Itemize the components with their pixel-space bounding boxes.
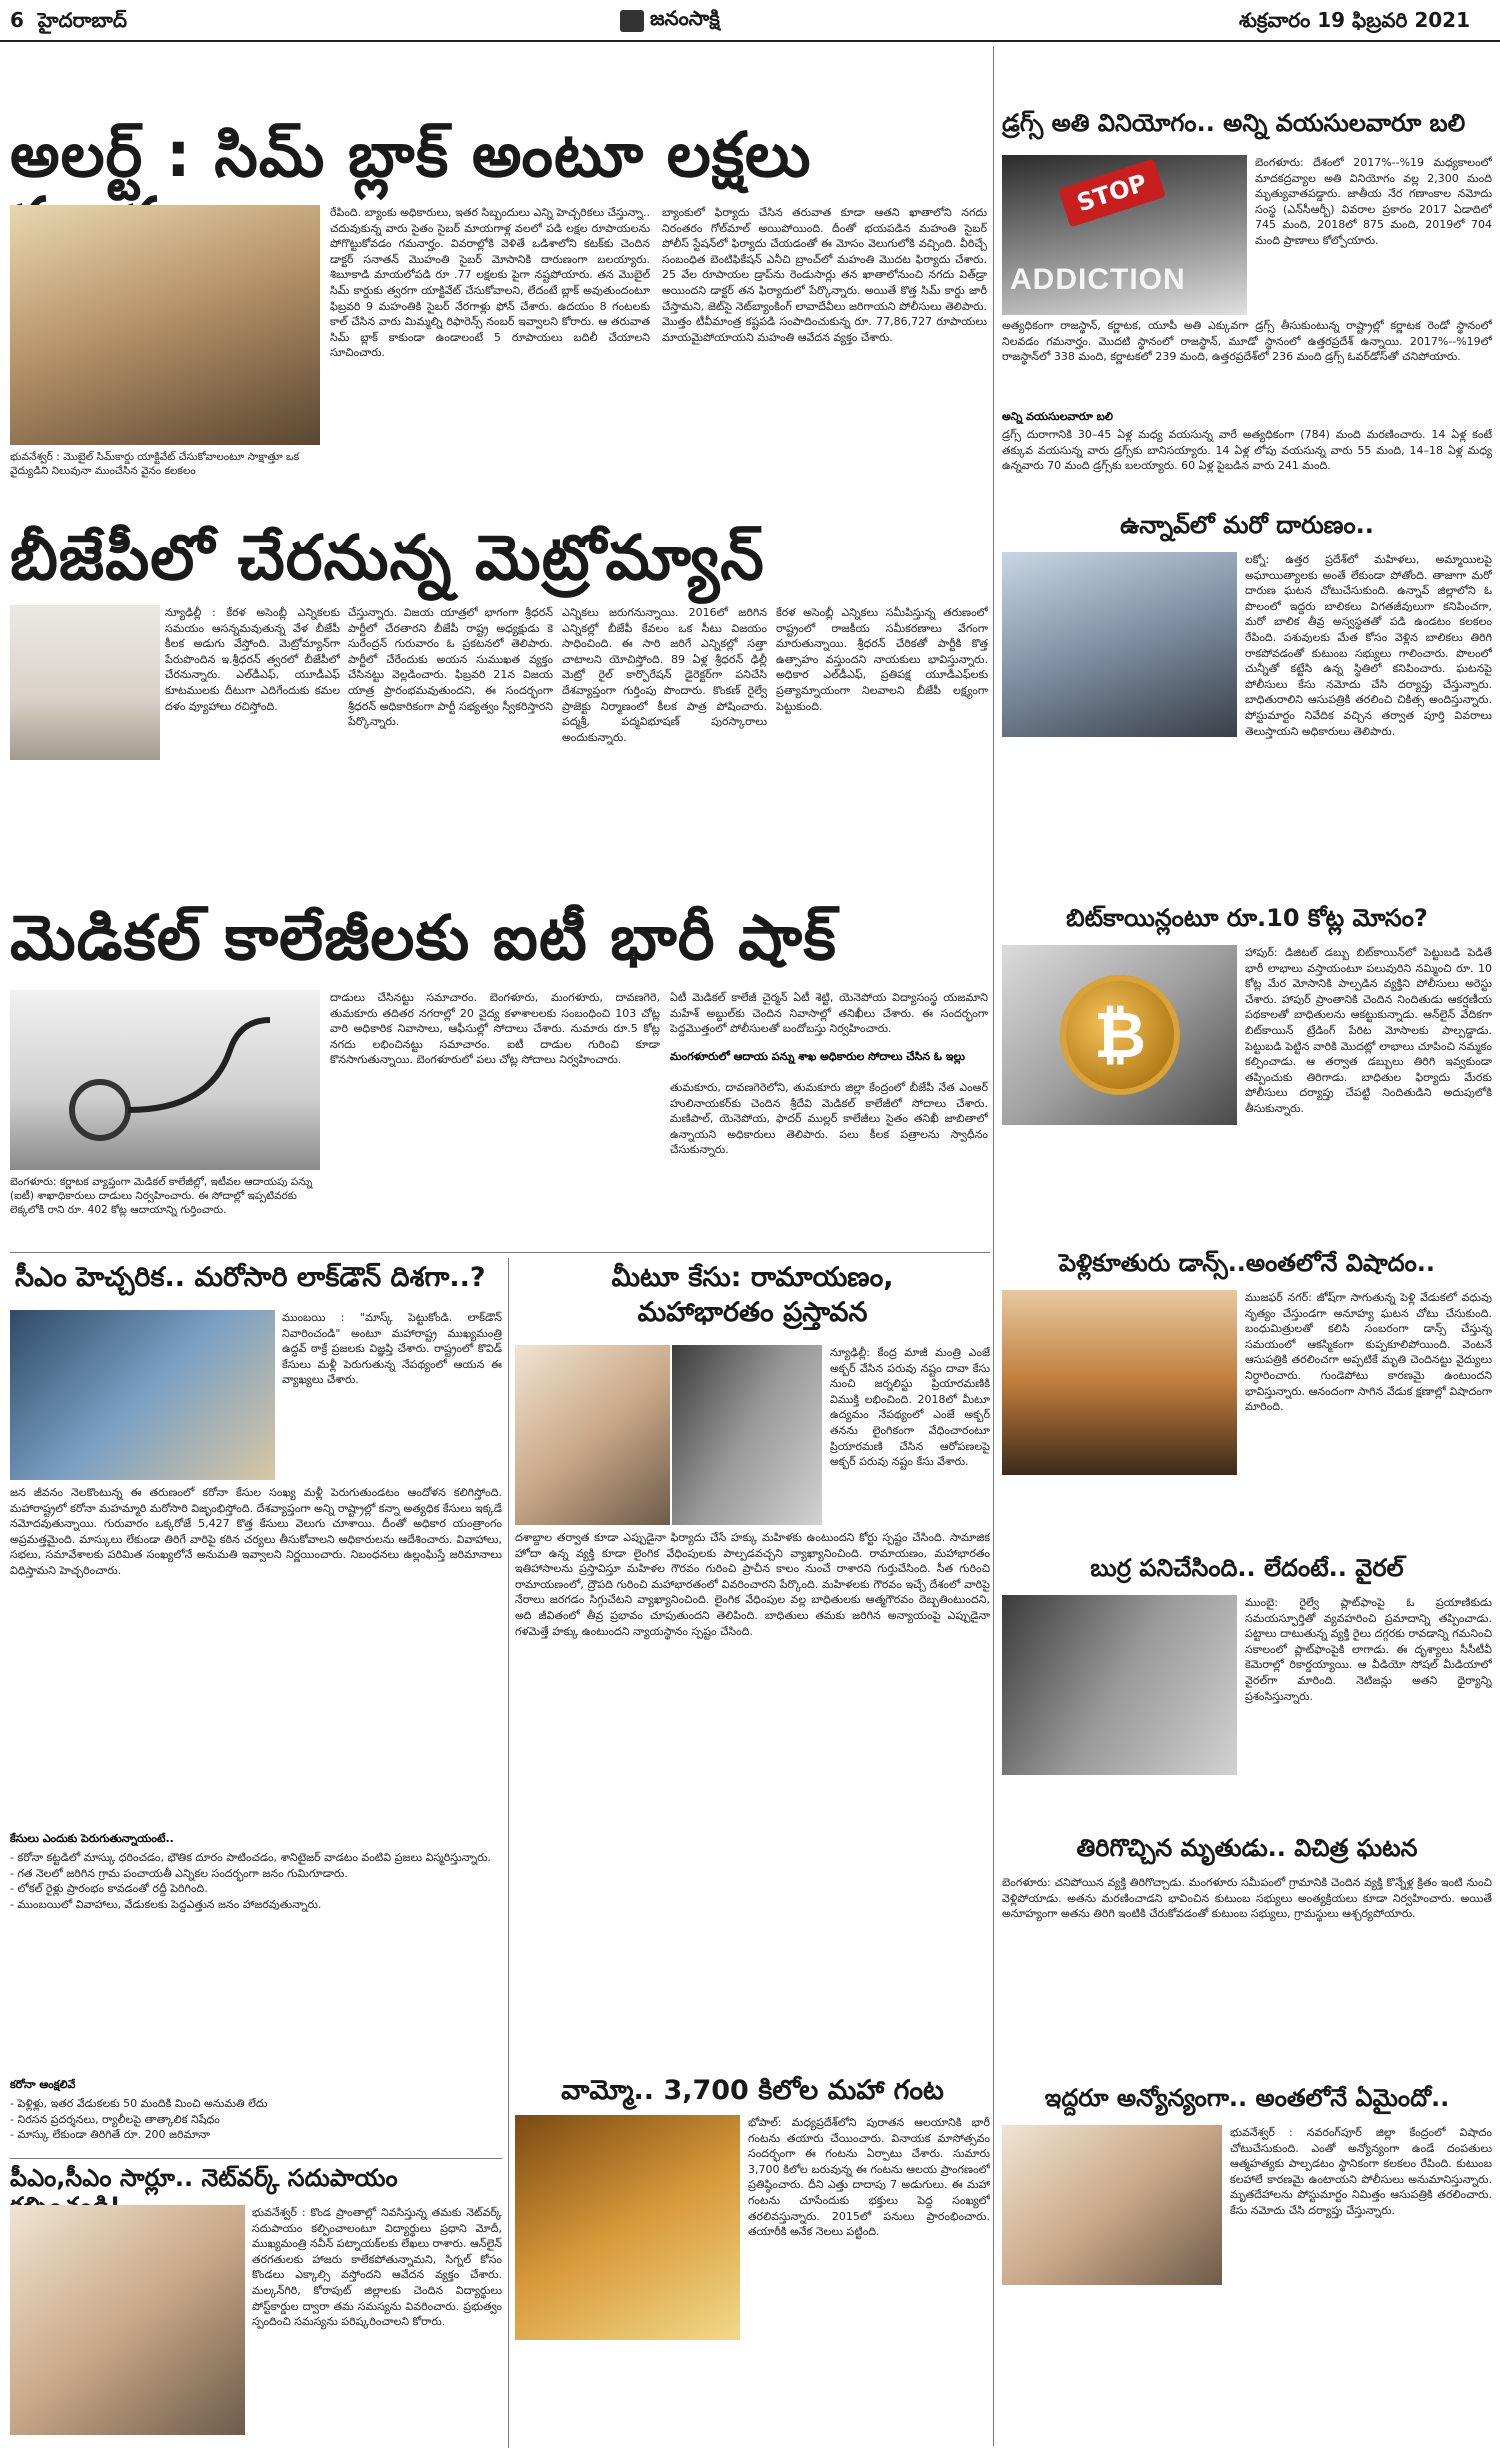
edition-name: హైదరాబాద్ [37,8,127,32]
network-headline: పీఎం,సీఎం సార్లూ.. నెట్‌వర్క్ సదుపాయం [10,2164,398,2192]
medical-headline: మెడికల్ కాలేజీలకు ఐటీ భారీ షాక్ [10,901,837,974]
bell-photo [515,2115,740,2340]
paper-name: జనంసాక్షి [650,6,720,30]
section-divider-2 [10,2158,502,2159]
sim-headline: అలర్ట్ : సిమ్ బ్లాక్ అంటూ లక్షలు [10,118,812,191]
column-separator [993,46,994,2446]
mumbai-subhead-1: కేసులు ఎందుకు పెరుగుతున్నాయంటే.. [10,1832,174,1845]
doctor-photo [10,205,320,445]
column-separator-inner [508,1258,509,2448]
masthead-date: శుక్రవారం 19 ఫిబ్రవరి 2021 [1238,8,1470,32]
viral-body: ముంబై: రైల్వే ప్లాట్‌ఫాంపై ఓ ప్రయాణికుడు సమయస్ఫూర్తితో వ్యవహరించి ప్రమాదాన్ని తప్పించాడు. పట్టాలు దాటుతున్న వ్యక్తి రైలు దగ్గరకు రావడాన్ని గమనించి సకాలంలో ప్లాట్‌ఫాంపైకి లాగాడు. ఈ దృశ్యాలు సీసీటీవీ కెమెరాల్లో రికార్డయ్యాయి. ఆ వీడియో సోషల్ మీడియాలో వైరల్‌గా మారింది. నెటిజన్లు అతని ధైర్యాన్ని ప్రశంసిస్తున్నారు. [1245,1596,1492,1703]
stethoscope-icon [10,990,320,1170]
sim-body-col1: రేపింది. బ్యాంకు అధికారులు, ఇతర సిబ్బందులు ఎన్ని హెచ్చరికలు చేస్తున్నా.. చదువుకున్న వారు సైతం సైబర్ మాయగాళ్ల వలలో పడి లక్షల రూపాయలను పోగొట్టుకోవడం గమనార్హం. వివరాల్లోకి వెళితే ఒడిశాలోని కటక్‌కు చెందిన డాక్టర్ సనాతన్ మొహంతి సైబర్ మోసానికి దారుణంగా బలయ్యారు. శిబూకాడి మాయలోపడి రూ .77 లక్షలకు పైగా నష్టపోయారు. తన మొబైల్ సిమ్ కార్డుకు త్వరగా యాక్టివేట్ చేసుకోవాలని, లేదంటే బ్లాక్ అవుతుందంటూ ఫిబ్రవరి 9 మహంతికి సైబర్ నేరగాళ్లు ఫోన్ చేశారు. ఉదయం 8 గంటలకు కాల్ చేసిన వారు మిమ్మల్ని రిఫారెన్స్ నంబర్ ఇవ్వాలని కోరారు. ఆ తరువాత సిమ్ బ్లాక్ కాకుండా ఉండాలంటే 5 రూపాయలు బదిలీ చేయాలని సూచించారు. [330,206,650,360]
priya-ramani-photo [515,1345,670,1525]
section-divider [10,1252,990,1253]
masthead-logo [620,6,720,35]
medical-body-col1: దాడులు చేసినట్టు సమాచారం. బెంగళూరు, మంగళూరు, దావణగెరె, తుమకూరు తదితర నగరాల్లో 20 వైద్య కళాశాలలకు సంబంధించి 103 చోట్ల వారి అధికారిక నివాసాలు, ఆఫీసుల్లో సోదాలు చేశారు. నుమారు రూ.5 కోట్ల నగదు లభించినట్టు సమాచారం. ఐటీ దాడుల గురించి కూడా కొనసాగుతున్నాయి. బెంగళూరులో పలు చోట్ల సోదాలు నిర్వహించారు. [330,991,660,1067]
medical-subhead: మంగళూరులో ఆదాయ పన్ను శాఖ అధికారుల సోదాలు చేసిన ఓ ఇల్లు [670,1050,965,1063]
mumbai-headline: సీఎం హెచ్చరిక.. మరోసారి లాక్‌డౌన్ దిశగా..? [15,1262,486,1293]
newspaper-logo-icon [620,10,644,32]
medical-body-col2b: తుమకూరు, దావణగెరెలోని, తుమకూరు జిల్లా కేంద్రంలో బీజేపీ నేత ఎంఆర్ హులినాయకర్‌కు చెందిన శ్రీదేవి మెడికల్ కాలేజీలో సోదాలు చేశారు. మణిపాల్, యెనెపోయ, ఫాదర్ ముల్లర్ కాలేజీలు సైతం తనిఖీ జాబితాలో ఉన్నాయని అధికారులు తెలిపారు. పలు కీలక పత్రాలను స్వాధీనం చేసుకున్నారు. [670,1081,988,1157]
stop-badge: STOP [1058,159,1165,228]
bitcoin-photo [1002,945,1237,1125]
drugs-body-sub: డ్రగ్స్ దురాగానికి 30–45 ఏళ్ల మధ్య వయసున్న వారే అత్యధికంగా (784) మంది మరణించారు. 14 ఏళ్ల కంటే తక్కువ వయసున్న వారు డ్రగ్స్‌కు బానిసయ్యారు. 14 ఏళ్ల లోపు వయసున్న వారు 55 మంది, 14–18 ఏళ్ల మధ్య ఉన్నవారు 70 మంది డ్రగ్స్‌కు బలయ్యారు. 60 ఏళ్ల పైబడిన వారు 241 మంది. [1002,428,1492,473]
metoo-body-main: దశాబ్దాల తర్వాత కూడా ఎప్పుడైనా ఫిర్యాదు చేసే హక్కు మహిళకు ఉంటుందని కోర్టు స్పష్టం చేసింది. సామాజిక హోదా ఉన్న వ్యక్తి కూడా లైంగిక వేధింపులకు పాల్పడవచ్చని వ్యాఖ్యానించింది. రామాయణం, మహాభారతం ఇతిహాసాలను ప్రస్తావిస్తూ మహిళల గౌరవం గురించి ప్రాచీన కాలం నుంచే రాశారని గుర్తుచేసింది. సీత గురించి రామాయణంలో, ద్రౌపది గురించి మహాభారతంలో వివరించారని పేర్కొంది. మహిళలకు గౌరవం ఇచ్చే దేశంలో వారిపై నేరాలు జరగడం సిగ్గుచేటని వ్యాఖ్యానించింది. లైంగిక వేధింపుల వల్ల బాధితులకు ఆత్మగౌరవం దెబ్బతింటుందని, అది జీవితంలో తీవ్ర ప్రభావం చూపుతుందని తెలిపింది. బాధితులు తమకు జరిగిన అన్యాయంపై ఎప్పుడైనా గళమెత్తే హక్కు ఉంటుందని న్యాయస్థానం స్పష్టం చేసింది. [515,1531,990,1638]
sreedharan-photo [10,605,160,760]
viral-headline: బుర్ర పనిచేసింది.. లేదంటే.. వైరల్ [1090,1554,1404,1582]
stethoscope-photo [10,990,320,1170]
metoo-headline-1: మీటూ కేసు: రామాయణం, [611,1262,894,1293]
masthead-rule [0,40,1500,42]
unnao-headline: ఉన్నావ్‌లో మరో దారుణం.. [1120,511,1374,539]
bell-headline: వామ్మో.. 3,700 కిలోల మహా గంట [561,2075,944,2106]
bell-body: భోపాల్: మధ్యప్రదేశ్‌లోని పురాతన ఆలయానికి భారీ గంటను తయారు చేయించారు. వినాయక మాసోత్సవం సందర్భంగా ఈ గంటను ఏర్పాటు చేశారు. సుమారు 3,700 కిలోల బరువున్న ఈ గంటను ఆలయ ప్రాంగణంలో ప్రతిష్ఠించారు. దీని ఎత్తు దాదాపు 7 అడుగులు. ఈ మహా గంటను చూసేందుకు భక్తులు పెద్ద సంఖ్యలో తరలివస్తున్నారు. 2015లో పనులు ప్రారంభించారు. తయారీకి అనేక నెలలు పట్టింది. [748,2116,990,2239]
page-number-edition [10,8,127,37]
metroman-body-col1: న్యూఢిల్లీ : కేరళ అసెంబ్లీ ఎన్నికలకు సమయం ఆసన్నమవుతున్న వేళ బీజేపీ కీలక అడుగు వేస్తోంది. మెట్రోమ్యాన్‌గా పేరుపొందిన ఇ.శ్రీధరన్ త్వరలో బీజేపీలో చేరనున్నారు. ఎల్‌డీఎఫ్, యూడీఎఫ్ కూటములకు దీటుగా ఎదిగేందుకు కమల దళం వ్యూహాలు రచిస్తోంది. [165,606,340,713]
bitcoin-headline: బిట్‌కాయిన్లంటూ రూ.10 కోట్ల మోసం? [1066,904,1428,932]
metroman-headline: బీజేపీలో చేరనున్న మెట్రోమ్యాన్ [10,521,765,594]
mj-akbar-photo [672,1345,822,1525]
drugs-body-main: అత్యధికంగా రాజస్థాన్, కర్ణాటక, యూపీ అతి ఎక్కువగా డ్రగ్స్ తీసుకుంటున్న రాష్ట్రాల్లో కర్ణాటక రెండో స్థానంలో నిలవడం గమనార్హం. మొదటి స్థానంలో రాజస్థాన్, మూడో స్థానంలో ఉత్తరప్రదేశ్ ఉన్నాయి. 2017%--%19లో రాజస్థాన్‌లో 338 మంది, కర్ణాటకలో 239 మంది, ఉత్తరప్రదేశ్‌లో 236 మంది డ్రగ్స్ ఓవర్‌డోస్‌తో చనిపోయారు. [1002,319,1492,364]
drugs-subhead: అన్ని వయసులవారూ బలి [1002,410,1113,423]
mumbai-body-top: ముంబయి : "మాస్క్ పెట్టుకోండి. లాక్‌డౌన్ నివారించండి" అంటూ మహారాష్ట్ర ముఖ్యమంత్రి ఉద్ధవ్ ఠాక్రే ప్రజలకు విజ్ఞప్తి చేశారు. రాష్ట్రంలో కొవిడ్ కేసులు మళ్లీ పెరుగుతున్న నేపథ్యంలో ఆయన ఈ వ్యాఖ్యలు చేశారు. [282,1311,502,1387]
bride-headline: పెళ్లికూతురు డాన్స్..అంతలోనే విషాదం.. [1058,1249,1436,1277]
twins-headline: ఇద్దరూ అన్యోన్యంగా.. అంతలోనే ఏమైందో.. [1044,2084,1450,2112]
metoo-headline-2: మహాభారతం ప్రస్తావన [637,1297,868,1328]
page-number: 6 [10,8,24,32]
sim-photo-caption: భువనేశ్వర్ : మొబైల్ సిమ్‌కార్డు యాక్టివేట్ చేసుకోవాలంటూ సాక్షాత్తూ ఒక వైద్యుడిని నిలువునా ముంచేసిన వైనం కలకలం [10,451,300,478]
drugs-headline: డ్రగ్స్ అతి వినియోగం.. అన్ని వయసులవారూ బలి [1002,109,1466,137]
metroman-body-col2: చేస్తున్నారు. విజయ యాత్రలో భాగంగా శ్రీధరన్ పార్టీలో చేరతారని బీజేపీ రాష్ట్ర అధ్యక్షుడు కె సురేంద్రన్ గురువారం ఓ ప్రకటనలో తెలిపారు. పార్టీలో చేరేందుకు అయన సుముఖత వ్యక్తం చేసినట్టు వెల్లడించారు. ఫిబ్రవరి 21న విజయ యాత్ర ప్రారంభమవుతుందని, ఈ సందర్భంగా శ్రీధరన్ అధికారికంగా పార్టీ సభ్యత్వం స్వీకరిస్తారని పేర్కొన్నారు. [348,606,553,729]
bride-photo [1002,1290,1237,1475]
corpse-headline: తిరిగొచ్చిన మృతుడు.. విచిత్ర ఘటన [1076,1834,1418,1862]
twins-body: భువనేశ్వర్ : నవరంగ్‌పూర్ జిల్లా కేంద్రంలో విషాదం చోటుచేసుకుంది. ఎంతో అన్యోన్యంగా ఉండే దంపతులు ఆత్మహత్యకు పాల్పడటం స్థానికంగా కలకలం రేపింది. కుటుంబ కలహాలే కారణమై ఉంటాయని పోలీసులు అనుమానిస్తున్నారు. మృతదేహాలను పోస్టుమార్టం నిమిత్తం ఆసుపత్రికి తరలించారు. కేసు నమోదు చేసి దర్యాప్తు చేస్తున్నారు. [1230,2126,1492,2218]
bitcoin-coin-icon: ₿ [1060,975,1180,1095]
corpse-body: బెంగళూరు: చనిపోయిన వ్యక్తి తిరిగొచ్చాడు. మంగళూరు సమీపంలో గ్రామానికి చెందిన వ్యక్తి కొన్నేళ్ల క్రితం ఇంటి నుంచి వెళ్లిపోయాడు. అతను మరణించాడని భావించిన కుటుంబ సభ్యులు అంత్యక్రియలు కూడా నిర్వహించారు. అయితే అనూహ్యంగా అతను తిరిగి ఇంటికి చేరుకోవడంతో కుటుంబ సభ్యులు, గ్రామస్థులు ఆశ్చర్యపోయారు. [1002,1876,1492,1921]
addiction-photo [1002,155,1247,315]
students-photo [10,2205,245,2435]
medical-body-col2: ఏటీ మెడికల్ కాలేజీ చైర్మన్ ఏటీ శెట్టి, యెనెపోయ విద్యాసంస్థ యజమాని మహేశ్ అబ్దుల్‌కు చెందిన నివాసాల్లో తనిఖీలు చేశారు. ఈ సందర్భంగా పెద్దమొత్తంలో పోలీసులతో బందోబస్తు నిర్వహించారు. [670,991,988,1036]
bitcoin-body: హాపుర్: డిజిటల్ డబ్బు బిట్‌కాయిన్‌లో పెట్టుబడి పెడితే భారీ లాభాలు వస్తాయంటూ పలువురిని నమ్మించి రూ. 10 కోట్ల మేర మోసానికి పాల్పడిన వ్యక్తిని పోలీసులు అరెస్టు చేశారు. హాపుర్ ప్రాంతానికి చెందిన నిందితుడు ఆకర్షణీయ పథకాలతో బాధితులను ఆకట్టుకున్నాడు. ఆన్‌లైన్ వేదికగా బిట్‌కాయిన్ ట్రేడింగ్ పేరిట మోసాలకు పాల్పడ్డాడు. పెట్టుబడి పెట్టిన వారికి మొదట్లో లాభాలు చూపించి నమ్మకం కల్పించాడు. ఆ తర్వాత డబ్బులు తిరిగి ఇవ్వకుండా తప్పించుకు తిరిగాడు. బాధితుల ఫిర్యాదు మేరకు పోలీసులు దర్యాప్తు చేపట్టి నిందితుడిని అదుపులోకి తీసుకున్నారు. [1245,946,1492,1116]
bride-body: ముజఫర్ నగర్: జోష్‌గా సాగుతున్న పెళ్లి వేడుకలో వధువు నృత్యం చేస్తుండగా అనూహ్య ఘటన చోటు చేసుకుంది. బంధుమిత్రులతో కలిసి సంబరంగా డాన్స్ చేస్తున్న సమయంలో ఆకస్మికంగా కుప్పకూలిపోయింది. వెంటనే ఆసుపత్రికి తరలించగా అప్పటికే మృతి చెందినట్టు వైద్యులు నిర్ధారించారు. గుండెపోటు కారణమై ఉంటుందని భావిస్తున్నారు. ఆనందంగా సాగిన వేడుక క్షణాల్లో విషాదంగా మారింది. [1245,1291,1492,1414]
mumbai-body-main: జన జీవనం నెలకొంటున్న ఈ తరుణంలో కరోనా కేసుల సంఖ్య మళ్లీ పెరుగుతుండటం ఆందోళన కలిగిస్తోంది. మహారాష్ట్రలో కరోనా మహమ్మారి మరోసారి విజృంభిస్తోంది. దేశవ్యాప్తంగా అన్ని రాష్ట్రాల్లో కన్నా అత్యధిక కేసులు ఇక్కడే నమోదవుతున్నాయి. గురువారం ఒక్కరోజే 5,427 కొత్త కేసులు వెలుగు చూశాయి. దీంతో అధికార యంత్రాంగం అప్రమత్తమైంది. మాస్కులు లేకుండా తిరిగే వారిపై కఠిన చర్యలు తీసుకోవాలని అధికారులను ఆదేశించారు. వివాహాలు, సభలు, సమావేశాలకు పరిమిత సంఖ్యలోనే అనుమతి ఇవ్వాలని నిర్ణయించారు. నిబంధనలు ఉల్లంఘిస్తే జరిమానాలు విధిస్తామని హెచ్చరించారు. [10,1486,502,1578]
metoo-body-side: న్యూఢిల్లీ: కేంద్ర మాజీ మంత్రి ఎంజే అక్బర్ వేసిన పరువు నష్టం దావా కేసు నుంచి జర్నలిస్టు ప్రియారమణికి విముక్తి లభించింది. 2018లో మీటూ ఉద్యమం నేపథ్యంలో ఎంజే అక్బర్ తనను లైంగికంగా వేధించారంటూ ప్రియారమణి చేసిన ఆరోపణలపై అక్బర్ పరువు నష్టం కేసు వేశారు. [830,1346,990,1469]
drugs-body-side: బెంగళూరు: దేశంలో 2017%--%19 మధ్యకాలంలో మాదకద్రవ్యాల అతి వినియోగం వల్ల 2,300 మంది మృత్యువాతపడ్డారు. జాతీయ నేర గణాంకాల నమోదు సంస్థ (ఎన్‌సీఆర్బీ) వివరాల ప్రకారం 2017 ఏడాదిలో 745 మంది, 2018లో 875 మంది, 2019లో 704 మంది ప్రాణాలు కోల్పోయారు. [1255,156,1492,248]
mumbai-body-sub1: - కరోనా కట్టడిలో మాస్కు ధరించడం, భౌతిక దూరం పాటించడం, శానిటైజర్ వాడటం వంటివి ప్రజలు విస్మరిస్తున్నారు. - గత నెలలో జరిగిన గ్రామ పంచాయతీ ఎన్నికల సందర్భంగా జనం గుమిగూడారు. - లోకల్ రైళ్లు ప్రారంభం కావడంతో రద్దీ పెరిగింది. - ముంబయిలో వివాహాలు, వేడుకలకు పెద్దఎత్తున జనం హాజరవుతున్నారు. [10,1851,492,1911]
mumbai-body-sub2: - పెళ్లిళ్లు, ఇతర వేడుకలకు 50 మందికి మించి అనుమతి లేదు - నిరసన ప్రదర్శనలు, ర్యాలీలపై తాత్కాలిక నిషేధం - మాస్కు లేకుండా తిరిగితే రూ. 200 జరిమానా [10,2097,268,2142]
railway-photo [1002,1595,1237,1775]
metroman-body-col3: ఎన్నికలు జరుగనున్నాయి. 2016లో జరిగిన ఎన్నికల్లో బీజేపీ కేవలం ఒక సీటు విజయం సాధించింది. ఈ సారి జరిగే ఎన్నికల్లో సత్తా చాటాలని యోచిస్తోంది. 89 ఏళ్ల శ్రీధరన్ ఢిల్లీ మెట్రో రైల్ కార్పొరేషన్ డైరెక్టర్‌గా పనిచేసి దేశవ్యాప్తంగా గుర్తింపు పొందారు. కొంకణ్ రైల్వే ప్రాజెక్టు నిర్మాణంలో కీలక పాత్ర పోషించారు. పద్మశ్రీ, పద్మవిభూషణ్ పురస్కారాలు అందుకున్నారు. [562,606,767,744]
metroman-body-col4: కేరళ అసెంబ్లీ ఎన్నికలు సమీపిస్తున్న తరుణంలో రాష్ట్రంలో రాజకీయ సమీకరణాలు వేగంగా మారుతున్నాయి. శ్రీధరన్ చేరికతో పార్టీకి కొత్త ఉత్సాహం వస్తుందని నాయకులు భావిస్తున్నారు. అధికార ఎల్‌డీఎఫ్, ప్రతిపక్ష యూడీఎఫ్‌లకు ప్రత్యామ్నాయంగా నిలవాలని బీజేపీ లక్ష్యంగా పెట్టుకుంది. [776,606,988,713]
addiction-word: ADDICTION [1010,263,1186,296]
mumbai-subhead-2: కరోనా ఆంక్షలివే [10,2078,76,2091]
medical-photo-caption: బెంగళూరు: కర్ణాటక వ్యాప్తంగా మెడికల్ కాలేజీల్లో, ఇటీవల ఆదాయపు పన్ను (ఐటీ) శాఖాధికారులు దాడులు నిర్వహించారు. ఈ సోదాల్లో ఇప్పటివరకు లెక్కలోకి రాని రూ. 402 కోట్ల ఆదాయాన్ని గుర్తించారు. [10,1176,313,1217]
twins-photo [1002,2125,1222,2285]
network-body: భువనేశ్వర్ : కొండ ప్రాంతాల్లో నివసిస్తున్న తమకు నెట్‌వర్క్ సదుపాయం కల్పించాలంటూ విద్యార్థులు ప్రధాని మోదీ, ముఖ్యమంత్రి నవీన్ పట్నాయక్‌లకు లేఖలు రాశారు. ఆన్‌లైన్ తరగతులకు హాజరు కాలేకపోతున్నామని, సిగ్నల్ కోసం కొండలు ఎక్కాల్సి వస్తోందని ఆవేదన వ్యక్తం చేశారు. మల్కన్‌గిరి, కోరాపుట్ జిల్లాలకు చెందిన విద్యార్థులు పోస్ట్‌కార్డుల ద్వారా తమ సమస్యను వివరించారు. ప్రభుత్వం స్పందించి సమస్యను పరిష్కరించాలని కోరారు. [252,2206,502,2329]
unnao-photo [1002,552,1237,737]
sim-body-col2: బ్యాంకులో ఫిర్యాదు చేసిన తరువాత కూడా ఆతని ఖాతాలోని నగదు నిరంతరం గోల్‌మాల్ అయిపోయింది. దీంతో భయపడిన మహంతి సైబర్ పోలీస్ స్టేషన్‌లో ఫిర్యాదు చేయడంతో ఈ మోసం వెలుగులోకి వచ్చింది. వీరిచ్చే సంబంధిత బెంటిఫికేషన్ ఎనీచి బ్రాంచ్‌లో మహంతి మొదట ఫిర్యాదు చేశారు. 25 వేల రూపాయల డ్రాప్‌ను రెండుసార్లు తన ఖాతాలోనుంచి నగదు విత్‌డ్రా అయిందని డాక్టర్ తన ఫిర్యాదులో పేర్కొన్నారు. అయితే కొత్త సిమ్ కార్డు జారీ చేస్తామని, జెట్‌సై నెట్‌బ్యాంకింగ్ లావాదేవీలు జరిగాయని పోలీసులు తెలిపారు. మొత్తం టీవీమాంత్ర కష్టపడి సంపాదించుకున్న రూ. 77,86,727 రూపాయలు మాయమైపోయాయని మహంతి ఆవేదన వ్యక్తం చేశారు. [662,206,987,344]
unnao-body: లక్నో: ఉత్తర ప్రదేశ్‌లో మహిళలు, అమ్మాయిలపై అఘాయిత్యాలకు అంతే లేకుండా పోతోంది. తాజాగా మరో దారుణ ఘటన చోటుచేసుకుంది. ఉన్నావ్ జిల్లాలోని ఓ పొలంలో ఇద్దరు బాలికలు విగతజీవులుగా కనిపించగా, మరో బాలిక తీవ్ర అస్వస్థతతో పడి ఉండటం కలకలం రేపింది. పశువులకు మేత కోసం వెళ్లిన బాలికలు తిరిగి రాకపోవడంతో కుటుంబ సభ్యులు గాలించారు. పొలంలో చున్నీతో కట్టేసి ఉన్న స్థితిలో కనిపించారు. ఘటనపై పోలీసులు కేసు నమోదు చేసి దర్యాప్తు చేస్తున్నారు. బాధితురాలిని ఆసుపత్రికి తరలించి చికిత్స అందిస్తున్నారు. పోస్టుమార్టం నివేదిక వచ్చిన తర్వాత పూర్తి వివరాలు తెలుస్తాయని అధికారులు తెలిపారు. [1245,553,1492,738]
mumbai-map-photo [10,1310,275,1480]
